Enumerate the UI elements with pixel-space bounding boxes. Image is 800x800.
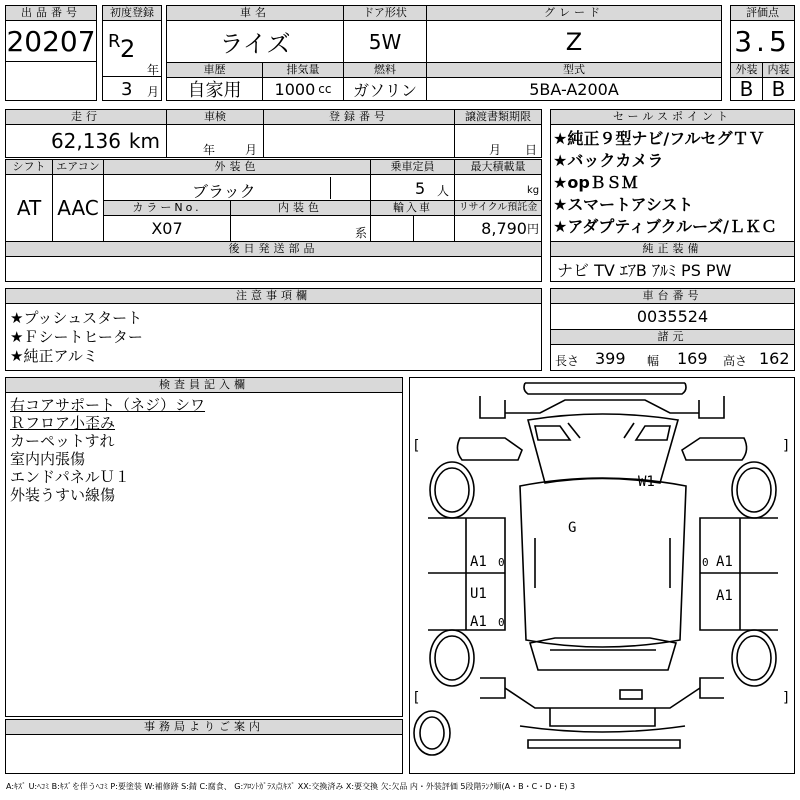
inspector-item: カーペットすれ [10, 432, 115, 450]
door-type: 5W [343, 20, 427, 63]
sales-point: ★アダプティブクルーズ/ＬＫＣ [553, 217, 778, 236]
fuel: ガソリン [343, 77, 427, 101]
mark-zero: 0 [498, 616, 505, 629]
length: 399 [595, 349, 626, 368]
ext-color-label: 外装色 [103, 159, 371, 175]
note-item: ★Ｆシートヒーター [10, 328, 143, 346]
capacity-label: 乗車定員 [370, 159, 455, 175]
legend: A:ｷｽﾞ U:ﾍｺﾐ B:ｷｽﾞを伴うﾍｺﾐ P:要塗装 W:補修跡 S:錆 C:腐食、 G:ﾌﾛﾝﾄｶﾞﾗｽ点ｷｽﾞ XX:交換済み X:要交換 欠:欠品 内・外装評価 5段階ﾗﾝｸ順(A・B・C・D・E) 3 [6, 782, 576, 791]
sales-points-box [550, 124, 795, 242]
insp-month-unit: 月 [245, 143, 258, 157]
dims-cell [550, 344, 795, 371]
int-color-label: 内装色 [230, 200, 371, 216]
mileage-unit: km [128, 129, 160, 153]
bracket-right-rear: ] [782, 690, 791, 706]
year-unit: 年 [147, 63, 160, 77]
aircon: AAC [52, 174, 104, 242]
inspector-item: Ｒフロア小歪み [10, 414, 116, 432]
office-label: 事務局よりご案内 [5, 719, 403, 735]
max-load-unit: kg [527, 185, 540, 196]
insp-year-unit: 年 [203, 143, 216, 157]
exterior-label: 外装 [730, 62, 763, 78]
era: R [108, 31, 121, 52]
capacity-cell [370, 174, 455, 201]
later-parts-cell [5, 256, 542, 282]
int-color-unit: 系 [355, 226, 368, 240]
mark-a1-left-rear: A1 [470, 614, 487, 630]
displacement: 1000 [274, 79, 316, 99]
car-diagram-svg [410, 378, 794, 773]
sales-point: ★バックカメラ [553, 151, 664, 170]
exterior-grade: B [730, 77, 763, 101]
color-no: X07 [103, 215, 231, 242]
aircon-label: エアコン [52, 159, 104, 175]
history-label: 車歴 [166, 62, 263, 78]
mileage-cell [5, 124, 167, 158]
equipment: ナビ TV ｴｱB ｱﾙﾐ PS PW [550, 256, 795, 282]
reg-month: 3 [121, 79, 133, 100]
dims-label: 諸元 [550, 329, 795, 345]
inspector-label: 検査員記入欄 [5, 377, 403, 393]
ext-color: ブラック [192, 182, 256, 201]
width-label: 幅 [647, 354, 660, 368]
chassis-number: 0035524 [550, 303, 795, 330]
import-label: 輸入車 [370, 200, 455, 216]
interior-grade: B [762, 77, 795, 101]
mark-a1-left-front: A1 [470, 554, 487, 570]
height: 162 [759, 349, 790, 368]
inspection-cell [166, 124, 264, 158]
first-reg-month [102, 76, 162, 101]
score-label: 評価点 [730, 5, 795, 21]
capacity-unit: 人 [437, 184, 450, 198]
mark-g: G [568, 520, 577, 536]
lot-blank [5, 61, 97, 101]
int-color-cell [230, 215, 371, 242]
inspector-item: 室内内張傷 [10, 450, 86, 468]
length-label: 長さ [555, 354, 580, 368]
lot-label: 出品番号 [5, 5, 97, 21]
recycle-label: リサイクル預託金 [454, 200, 542, 216]
inspection-label: 車検 [166, 109, 264, 125]
note-item: ★プッシュスタート [10, 309, 143, 327]
mark-zero: 0 [702, 556, 709, 569]
displacement-cell [262, 77, 344, 101]
width: 169 [677, 349, 708, 368]
ext-color-cell [103, 174, 371, 201]
car-name-label: 車名 [166, 5, 344, 21]
car-diagram [409, 377, 795, 774]
inspector-box [5, 392, 403, 717]
notes-label: 注意事項欄 [5, 288, 542, 304]
score: 3.5 [730, 20, 795, 63]
recycle-unit: 円 [526, 222, 539, 236]
interior-label: 内装 [762, 62, 795, 78]
color-no-label: カラーNo. [103, 200, 231, 216]
inspector-item: 外装うすい線傷 [10, 486, 116, 504]
recycle: 8,790 [481, 219, 527, 238]
transfer-month-unit: 月 [489, 143, 502, 157]
inspector-item: 右コアサポート（ネジ）シワ [10, 396, 206, 414]
later-parts-label: 後日発送部品 [5, 241, 542, 257]
max-load-cell [454, 174, 542, 201]
bracket-right-front: ] [782, 438, 791, 454]
model-code: 5BA-A200A [426, 77, 722, 101]
door-label: ドア形状 [343, 5, 427, 21]
notes-box [5, 303, 542, 371]
import-cell [370, 215, 455, 242]
inspector-item: エンドパネルＵ１ [10, 468, 130, 486]
mark-zero: 0 [498, 556, 505, 569]
month-unit: 月 [147, 85, 160, 99]
sales-points-label: セールスポイント [550, 109, 795, 125]
model-label: 型式 [426, 62, 722, 78]
equipment-label: 純正装備 [550, 241, 795, 257]
car-name: ライズ [166, 20, 344, 63]
mark-a1-right-rear: A1 [716, 588, 733, 604]
lot-number: 20207 [5, 20, 97, 62]
displacement-unit: cc [318, 82, 332, 96]
office-box [5, 734, 403, 774]
chassis-label: 車台番号 [550, 288, 795, 304]
shift: AT [5, 174, 53, 242]
first-reg-year [102, 20, 162, 77]
reg-year: 2 [120, 35, 136, 63]
displacement-label: 排気量 [262, 62, 344, 78]
mark-u1: U1 [470, 586, 487, 602]
sales-point: ★純正９型ナビ/フルセグＴＶ [553, 129, 765, 148]
mark-a1-right-front: A1 [716, 554, 733, 570]
transfer-day-unit: 日 [525, 143, 538, 157]
note-item: ★純正アルミ [10, 347, 98, 365]
sales-point: ★opＢＳＭ [553, 173, 638, 192]
history: 自家用 [166, 77, 263, 101]
bracket-left-rear: [ [412, 690, 421, 706]
transfer-cell [454, 124, 542, 158]
first-reg-label: 初度登録 [102, 5, 162, 21]
mark-w1: W1 [638, 474, 655, 490]
height-label: 高さ [723, 354, 748, 368]
bracket-left-front: [ [412, 438, 421, 454]
grade-label: グレード [426, 5, 722, 21]
max-load-label: 最大積載量 [454, 159, 542, 175]
reg-no-label: 登録番号 [263, 109, 455, 125]
grade: Z [426, 20, 722, 63]
mileage: 62,136 [50, 129, 121, 153]
transfer-label: 譲渡書類期限 [454, 109, 542, 125]
shift-label: シフト [5, 159, 53, 175]
capacity: 5 [415, 179, 426, 198]
sales-point: ★スマートアシスト [553, 195, 694, 214]
recycle-cell [454, 215, 542, 242]
mileage-label: 走行 [5, 109, 167, 125]
fuel-label: 燃料 [343, 62, 427, 78]
reg-no-cell [263, 124, 455, 158]
